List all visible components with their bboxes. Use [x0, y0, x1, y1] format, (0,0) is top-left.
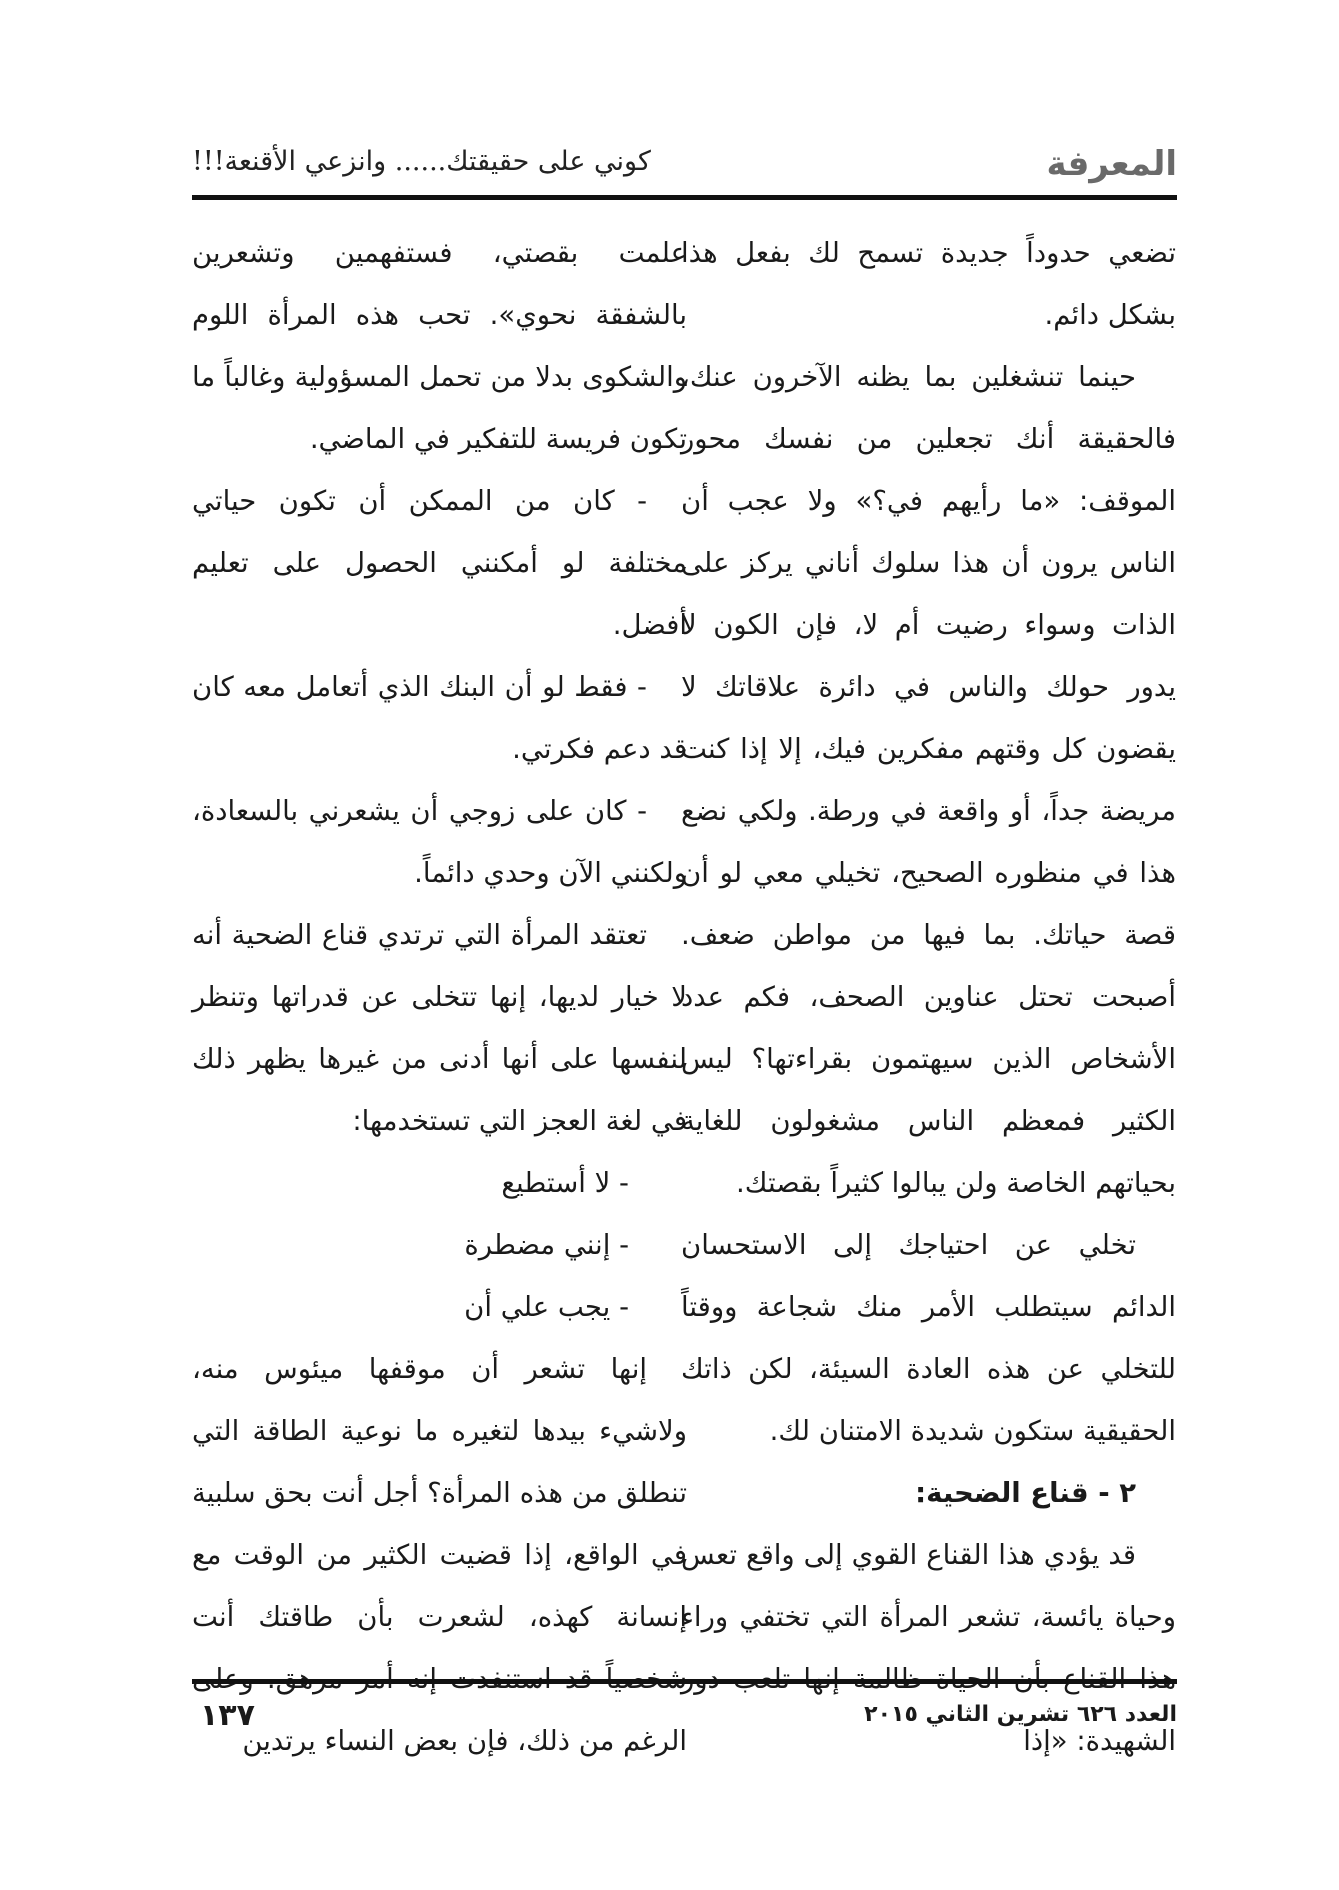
- paragraph: حينما تنشغلين بما يظنه الآخرون عنك، فالحقيقة أنك تجعلين من نفسك محور الموقف: «ما رأيهم في؟» ولا عجب أن الناس يرون أن هذا سلوك أناني يركز على الذات وسواء رضيت أم لا، فإن الكون لا يدور حولك والناس في دائرة علاقاتك لا يقضون كل وقتهم مفكرين فيك، إلا إذا كنت مريضة جداً، أو واقعة في ورطة. ولكي نضع هذا في منظوره الصحيح، تخيلي معي لو أن قصة حياتك. بما فيها من مواطن ضعف. أصبحت تحتل عناوين الصحف، فكم عدد الأشخاص الذين سيهتمون بقراءتها؟ ليس الكثير فمعظم الناس مشغولون للغاية بحياتهم الخاصة ولن يبالوا كثيراً بقصتك.: [681, 361, 1176, 1199]
- page-footer: [192, 1700, 1177, 1740]
- list-item: - لا أستطيع: [501, 1167, 629, 1199]
- left-column: [192, 222, 687, 1772]
- header-rule: [192, 195, 1177, 200]
- paragraph: إنها تشعر أن موقفها ميئوس منه، ولاشيء بيدها لتغيره ما نوعية الطاقة التي تنطلق من هذه المرأة؟ أجل أنت بحق سلبية في الواقع، إذا قضيت الكثير من الوقت مع إنسانة كهذه، لشعرت بأن طاقتك أنت الرغم من ذلك، فإن بعض النساء يرتدين: [192, 1353, 687, 1757]
- quote-item: - كان من الممكن أن تكون حياتي مختلفة لو أمكنني الحصول على تعليم أفضل.: [192, 485, 687, 641]
- section-heading: ٢ - قناع الضحية:: [915, 1477, 1136, 1509]
- paragraph: تخلي عن احتياجك إلى الاستحسان الدائم سيتطلب الأمر منك شجاعة ووقتاً للتخلي عن هذه العادة السيئة، لكن ذاتك الحقيقية ستكون شديدة الامتنان لك.: [681, 1229, 1176, 1447]
- paragraph: قد يؤدي هذا القناع القوي إلى واقع تعس وحياة يائسة، تشعر المرأة التي تختفي وراء الشهيدة: «إذا: [681, 1539, 1176, 1757]
- magazine-logo: المعرفة: [1046, 144, 1177, 184]
- page-header: [192, 138, 1177, 192]
- footer-rule: [192, 1679, 1177, 1684]
- list-item: - يجب علي أن: [464, 1291, 629, 1323]
- page-number: ١٣٧: [200, 1698, 255, 1733]
- paragraph: علمت بقصتي، فستفهمين وتشعرين بالشفقة نحوي». تحب هذه المرأة اللوم والشكوى بدلا من تحمل المسؤولية وغالباً ما تكون فريسة للتفكير في الماضي.: [192, 237, 687, 455]
- quote-item: - كان على زوجي أن يشعرني بالسعادة، ولكنني الآن وحدي دائماً.: [192, 795, 687, 889]
- running-title: كوني على حقيقتك...... وانزعي الأقنعة!!!: [192, 146, 651, 177]
- paragraph: تضعي حدوداً جديدة تسمح لك بفعل هذا بشكل دائم.: [681, 237, 1176, 331]
- right-column: [681, 222, 1176, 1772]
- issue-info: العدد ٦٢٦ تشرين الثاني ٢٠١٥: [864, 1702, 1177, 1727]
- list-item: - إنني مضطرة: [464, 1229, 629, 1261]
- quote-item: - فقط لو أن البنك الذي أتعامل معه كان قد دعم فكرتي.: [192, 671, 687, 765]
- paragraph: تعتقد المرأة التي ترتدي قناع الضحية أنه لا خيار لديها، إنها تتخلى عن قدراتها وتنظر لنفسها على أنها أدنى من غيرها يظهر ذلك في لغة العجز التي تستخدمها:: [192, 919, 687, 1137]
